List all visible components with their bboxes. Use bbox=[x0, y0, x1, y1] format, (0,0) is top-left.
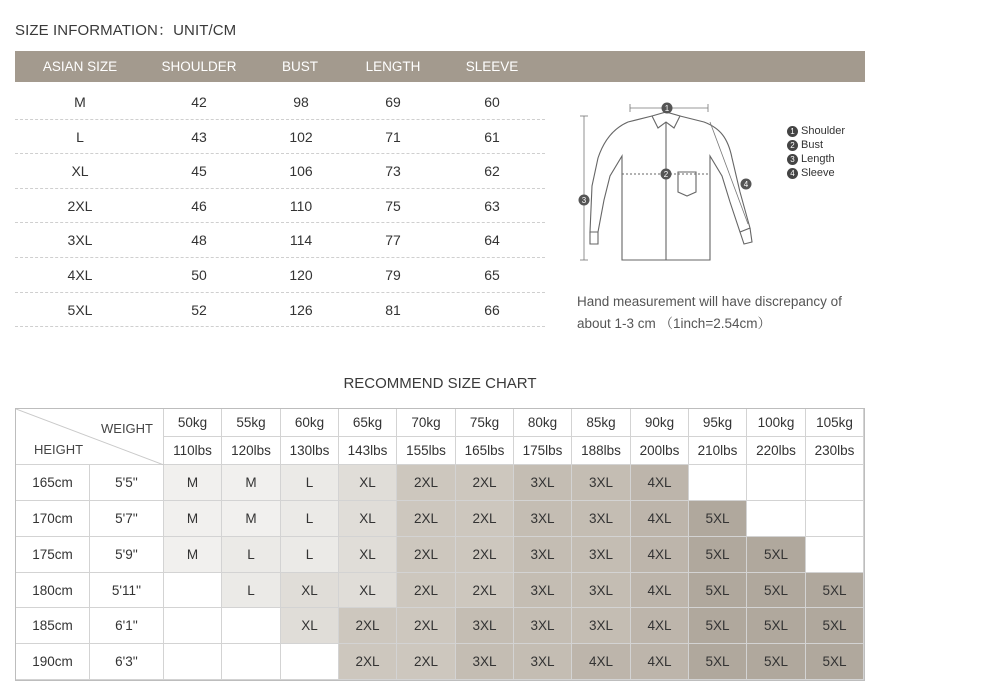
size-cell: 5XL bbox=[806, 608, 864, 644]
height-ft-cell: 5'7'' bbox=[90, 501, 164, 537]
size-cell: 2XL bbox=[397, 537, 456, 573]
weight-kg-header: 100kg bbox=[747, 409, 806, 437]
size-table-row bbox=[15, 258, 545, 293]
height-ft-cell: 5'5'' bbox=[90, 465, 164, 501]
size-cell-shoulder: 43 bbox=[191, 128, 207, 145]
height-ft-cell: 6'1'' bbox=[90, 608, 164, 644]
size-cell-shoulder: 46 bbox=[191, 197, 207, 214]
size-cell: 3XL bbox=[514, 573, 572, 608]
size-cell: 3XL bbox=[514, 537, 572, 573]
size-table-row bbox=[15, 293, 545, 328]
height-ft-cell: 5'11'' bbox=[90, 573, 164, 608]
height-ft-cell: 6'3'' bbox=[90, 644, 164, 680]
height-cm-cell: 165cm bbox=[16, 465, 90, 501]
size-cell-size: 5XL bbox=[67, 301, 93, 318]
header-length: LENGTH bbox=[365, 59, 421, 74]
size-cell-bust: 114 bbox=[289, 232, 313, 249]
size-cell: M bbox=[164, 537, 222, 573]
size-cell: 2XL bbox=[397, 465, 456, 501]
legend-item bbox=[787, 166, 845, 180]
weight-lbs-header: 155lbs bbox=[397, 437, 456, 465]
weight-kg-header: 80kg bbox=[514, 409, 572, 437]
empty-cell bbox=[806, 465, 864, 501]
note-line: Hand measurement will have discrepancy of bbox=[577, 294, 842, 309]
empty-cell bbox=[164, 608, 222, 644]
size-table-row bbox=[15, 120, 545, 155]
size-cell: 2XL bbox=[456, 465, 514, 501]
size-cell: XL bbox=[339, 537, 397, 573]
height-ft-cell: 5'9'' bbox=[90, 537, 164, 573]
size-cell: 2XL bbox=[456, 501, 514, 537]
size-cell: 5XL bbox=[689, 608, 747, 644]
size-table-row bbox=[15, 223, 545, 258]
size-cell: M bbox=[222, 501, 281, 537]
size-cell: 5XL bbox=[689, 501, 747, 537]
weight-kg-header: 50kg bbox=[164, 409, 222, 437]
size-cell-bust: 120 bbox=[289, 267, 313, 283]
size-cell-size: L bbox=[76, 128, 84, 145]
size-cell: 4XL bbox=[631, 644, 689, 680]
height-cm-cell: 190cm bbox=[16, 644, 90, 680]
weight-lbs-header: 220lbs bbox=[747, 437, 806, 465]
size-cell-bust: 126 bbox=[289, 301, 313, 318]
legend-item bbox=[787, 138, 845, 152]
size-table-header bbox=[15, 51, 865, 82]
weight-lbs-header: 175lbs bbox=[514, 437, 572, 465]
size-cell: 3XL bbox=[572, 608, 631, 644]
weight-lbs-header: 110lbs bbox=[164, 437, 222, 465]
size-cell-bust: 106 bbox=[289, 163, 313, 180]
size-cell-size: 3XL bbox=[67, 232, 93, 249]
size-cell-bust: 98 bbox=[293, 94, 309, 110]
size-cell: L bbox=[222, 537, 281, 573]
size-table-row bbox=[15, 85, 545, 120]
header-bust: BUST bbox=[281, 59, 318, 74]
size-cell-sleeve: 63 bbox=[484, 197, 500, 214]
empty-cell bbox=[747, 465, 806, 501]
header-asian-size: ASIAN SIZE bbox=[42, 59, 118, 74]
size-cell: 2XL bbox=[339, 608, 397, 644]
size-cell: L bbox=[281, 465, 339, 501]
size-cell-bust: 102 bbox=[289, 128, 313, 145]
weight-kg-header: 55kg bbox=[222, 409, 281, 437]
weight-kg-header: 95kg bbox=[689, 409, 747, 437]
size-cell: 4XL bbox=[631, 573, 689, 608]
weight-lbs-header: 188lbs bbox=[572, 437, 631, 465]
size-cell: 4XL bbox=[631, 608, 689, 644]
weight-lbs-header: 165lbs bbox=[456, 437, 514, 465]
note-line: about 1-3 cm （1inch=2.54cm） bbox=[577, 316, 771, 331]
empty-cell bbox=[164, 573, 222, 608]
size-cell-length: 79 bbox=[385, 267, 401, 283]
weight-kg-header: 85kg bbox=[572, 409, 631, 437]
size-cell: 2XL bbox=[397, 644, 456, 680]
size-cell: 4XL bbox=[572, 644, 631, 680]
weight-kg-header: 65kg bbox=[339, 409, 397, 437]
height-cm-cell: 180cm bbox=[16, 573, 90, 608]
size-cell: XL bbox=[339, 573, 397, 608]
legend-number: 3 bbox=[787, 154, 798, 165]
legend-label: Sleeve bbox=[801, 167, 835, 179]
weight-kg-header: 90kg bbox=[631, 409, 689, 437]
weight-kg-header: 105kg bbox=[806, 409, 864, 437]
height-cm-cell: 170cm bbox=[16, 501, 90, 537]
empty-cell bbox=[281, 644, 339, 680]
size-cell: XL bbox=[339, 501, 397, 537]
legend-number: 1 bbox=[787, 126, 798, 137]
legend-label: Shoulder bbox=[801, 125, 846, 137]
size-cell-sleeve: 60 bbox=[484, 94, 500, 110]
size-cell: 5XL bbox=[747, 608, 806, 644]
size-cell-sleeve: 61 bbox=[484, 128, 500, 145]
size-cell-length: 75 bbox=[385, 197, 401, 214]
header-shoulder: SHOULDER bbox=[161, 59, 237, 74]
size-cell-shoulder: 52 bbox=[191, 301, 207, 318]
size-cell: 5XL bbox=[747, 573, 806, 608]
height-cm-cell: 185cm bbox=[16, 608, 90, 644]
size-cell: 3XL bbox=[514, 501, 572, 537]
size-cell-length: 71 bbox=[385, 128, 401, 145]
shirt-outline-icon bbox=[570, 92, 770, 282]
size-cell-length: 73 bbox=[385, 163, 401, 180]
empty-cell bbox=[222, 608, 281, 644]
weight-label: WEIGHT bbox=[101, 421, 153, 436]
size-cell: XL bbox=[281, 608, 339, 644]
empty-cell bbox=[806, 501, 864, 537]
size-cell: L bbox=[281, 537, 339, 573]
size-cell-bust: 110 bbox=[289, 197, 313, 214]
size-information-title: SIZE INFORMATION：UNIT/CM bbox=[15, 22, 237, 39]
shirt-diagram bbox=[570, 92, 770, 282]
weight-lbs-header: 120lbs bbox=[222, 437, 281, 465]
size-cell-length: 69 bbox=[385, 94, 401, 110]
size-cell: 3XL bbox=[456, 608, 514, 644]
size-cell: 5XL bbox=[689, 644, 747, 680]
recommend-size-table bbox=[15, 408, 865, 681]
legend-item bbox=[787, 152, 845, 166]
size-cell: 3XL bbox=[572, 537, 631, 573]
size-cell: 3XL bbox=[514, 608, 572, 644]
size-table-row bbox=[15, 189, 545, 224]
recommend-size-chart-title: RECOMMEND SIZE CHART bbox=[343, 375, 537, 392]
size-cell: L bbox=[222, 573, 281, 608]
weight-kg-header: 75kg bbox=[456, 409, 514, 437]
size-cell: 3XL bbox=[572, 465, 631, 501]
size-cell-size: 2XL bbox=[67, 197, 93, 214]
empty-cell bbox=[689, 465, 747, 501]
size-cell: 5XL bbox=[747, 537, 806, 573]
size-cell-size: 4XL bbox=[67, 267, 93, 283]
size-cell-size: XL bbox=[71, 163, 89, 180]
height-cm-cell: 175cm bbox=[16, 537, 90, 573]
legend-number: 2 bbox=[787, 140, 798, 151]
size-cell: 4XL bbox=[631, 537, 689, 573]
size-cell: XL bbox=[281, 573, 339, 608]
size-cell: 3XL bbox=[572, 501, 631, 537]
size-cell: M bbox=[222, 465, 281, 501]
size-cell-length: 81 bbox=[385, 301, 401, 318]
svg-text:3: 3 bbox=[581, 196, 587, 205]
size-cell: 3XL bbox=[572, 573, 631, 608]
size-cell: 5XL bbox=[689, 573, 747, 608]
size-cell: 3XL bbox=[456, 644, 514, 680]
size-table-row bbox=[15, 154, 545, 189]
size-cell: 3XL bbox=[514, 465, 572, 501]
weight-kg-header: 60kg bbox=[281, 409, 339, 437]
svg-text:4: 4 bbox=[743, 180, 749, 189]
weight-lbs-header: 200lbs bbox=[631, 437, 689, 465]
svg-text:1: 1 bbox=[664, 104, 670, 113]
legend-label: Length bbox=[801, 153, 835, 165]
table-corner-header bbox=[16, 409, 164, 465]
svg-text:2: 2 bbox=[663, 170, 669, 179]
size-cell: 2XL bbox=[456, 537, 514, 573]
size-cell: 2XL bbox=[397, 573, 456, 608]
size-cell-shoulder: 45 bbox=[191, 163, 207, 180]
weight-lbs-header: 143lbs bbox=[339, 437, 397, 465]
weight-lbs-header: 210lbs bbox=[689, 437, 747, 465]
size-cell-sleeve: 65 bbox=[484, 267, 500, 283]
size-cell: L bbox=[281, 501, 339, 537]
size-cell: M bbox=[164, 501, 222, 537]
legend-item bbox=[787, 124, 845, 138]
weight-lbs-header: 230lbs bbox=[806, 437, 864, 465]
legend-number: 4 bbox=[787, 168, 798, 179]
size-cell: 2XL bbox=[339, 644, 397, 680]
size-cell-sleeve: 62 bbox=[484, 163, 500, 180]
weight-lbs-header: 130lbs bbox=[281, 437, 339, 465]
size-cell: 5XL bbox=[806, 573, 864, 608]
size-cell: 3XL bbox=[514, 644, 572, 680]
measurement-legend bbox=[787, 124, 845, 180]
measurement-note bbox=[577, 291, 867, 335]
header-sleeve: SLEEVE bbox=[465, 59, 519, 74]
empty-cell bbox=[747, 501, 806, 537]
height-label: HEIGHT bbox=[34, 442, 84, 457]
size-cell: 4XL bbox=[631, 465, 689, 501]
empty-cell bbox=[806, 537, 864, 573]
legend-label: Bust bbox=[801, 139, 824, 151]
empty-cell bbox=[222, 644, 281, 680]
size-cell: 5XL bbox=[806, 644, 864, 680]
size-cell: M bbox=[164, 465, 222, 501]
size-cell-sleeve: 64 bbox=[484, 232, 500, 249]
empty-cell bbox=[164, 644, 222, 680]
size-cell-shoulder: 50 bbox=[191, 267, 207, 283]
size-cell: 2XL bbox=[456, 573, 514, 608]
weight-kg-header: 70kg bbox=[397, 409, 456, 437]
size-cell-shoulder: 42 bbox=[191, 94, 207, 110]
size-cell: XL bbox=[339, 465, 397, 501]
size-cell: 5XL bbox=[689, 537, 747, 573]
size-cell-size: M bbox=[74, 94, 86, 110]
size-cell: 2XL bbox=[397, 501, 456, 537]
size-cell-length: 77 bbox=[385, 232, 401, 249]
size-cell: 4XL bbox=[631, 501, 689, 537]
size-cell: 5XL bbox=[747, 644, 806, 680]
size-cell-shoulder: 48 bbox=[191, 232, 207, 249]
size-cell-sleeve: 66 bbox=[484, 301, 500, 318]
size-cell: 2XL bbox=[397, 608, 456, 644]
